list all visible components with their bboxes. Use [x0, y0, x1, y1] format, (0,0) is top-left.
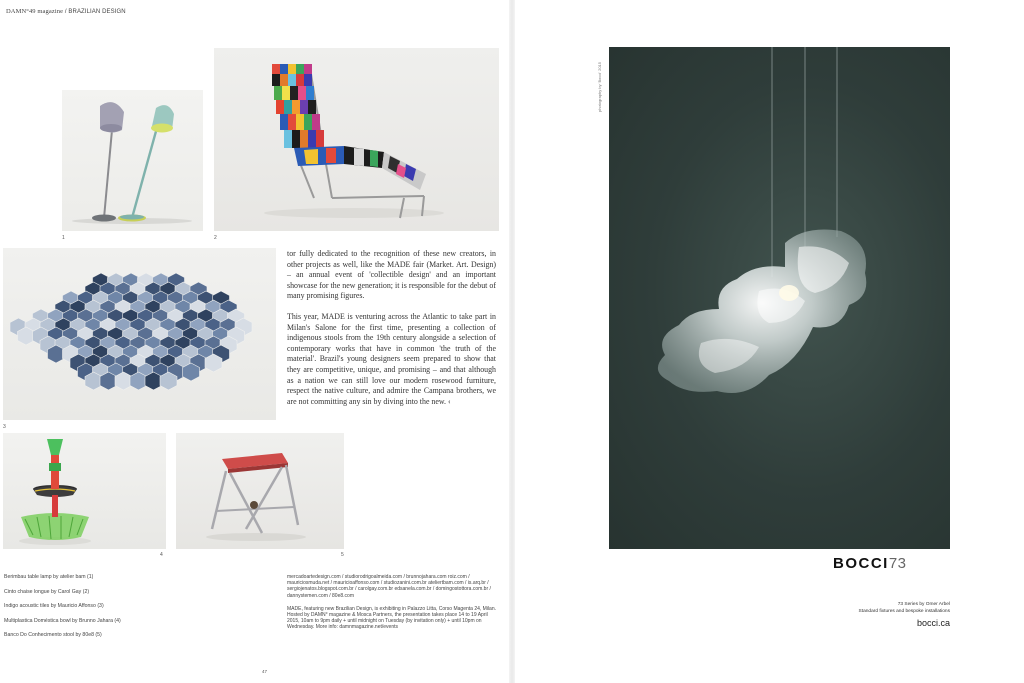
ad-tagline: Standard fixtures and bespoke installations: [858, 609, 950, 614]
bocci-logo: [833, 555, 907, 572]
article-paragraph-1: tor fully dedicated to the recognition of these new creators, in other projects as well, like the MADE fair (Market. Art. Design) – an annual event of 'collectible design' and an important showcase for the new generation; it is responsible for the debut of many promising figures.: [287, 249, 496, 301]
bowl-illustration: [3, 433, 166, 549]
tiles-illustration: [3, 248, 276, 420]
figure-number-1: 1: [62, 235, 65, 241]
article-paragraph-2: This year, MADE is venturing across the Atlantic to take part in Milan's Salone for the first time, presenting a collection of indigenous stools from the 19th century alongside a selection of contemporary works that have in common 'the truth of the material'. Brazil's young designers seem prepared to show that they are competitive, unique, and promising – and that although as a nation we can still love our modern rosewood furniture, respect the native culture, and admire the Campana brothers, we are not committing any sin by diving into the new. ‹: [287, 311, 496, 406]
figure-number-3: 3: [3, 424, 6, 430]
stool-illustration: [176, 433, 344, 549]
caption-item: Cinto chaise longue by Carol Gay (2): [4, 588, 90, 595]
lamps-illustration: [62, 90, 203, 231]
photo-indigo-tiles: [3, 248, 276, 420]
ad-series-line: 73 Series by Omer Arbel: [897, 602, 950, 607]
figure-number-4: 4: [160, 552, 163, 558]
pendant-illustration: [609, 47, 950, 549]
caption-item: Indigo acoustic tiles by Mauricio Affonso (3): [4, 603, 104, 610]
caption-item: Multiplastica Doméstica bowl by Brunno Jahara (4): [4, 617, 121, 624]
event-info: MADE, featuring new Brazilian Design, is exhibiting in Palazzo Litta, Corso Magenta 24, Milan. Hosted by DAMN° magazine & Mosca Partners, the presentation takes place 14 to 19 April 2015, 10am to 9pm daily + until midnight on Tuesday (by invitation only) + until 10pm on Wednesday. More info: damnmagazine.net/events: [287, 605, 496, 631]
photo-berimbau-lamps: [62, 90, 203, 231]
magazine-name: DAMN°49 magazine: [6, 8, 64, 15]
brand-number: 73: [888, 555, 907, 572]
caption-list: [4, 574, 274, 647]
article-body: [287, 249, 496, 417]
page-number: 47: [262, 669, 268, 674]
photo-cinto-chaise: [214, 48, 499, 231]
brand-name: BOCCI: [833, 555, 889, 572]
ad-photo-credit: photography by 'Bocci' 2015: [597, 61, 602, 112]
credits-block: [287, 574, 497, 638]
ad-photo-bocci-pendant: [609, 47, 950, 549]
website-credits: mercadoartedesign.com / studiorodrigoalmeida.com / brunnojahara.com roiz.com / mauriciosmuda.net / mauricioaffonso.com / studiozanini.com.br ateliertbam.com / is.arq.br / sergiojenatos.blogspot.com.br / carolgay.com.br edsanela.com.br / domingostottora.com.br / dannystemen.com / 80e8.com: [287, 574, 491, 599]
figure-number-2: 2: [214, 235, 217, 241]
caption-item: Banco Do Conhecimento stool by 80e8 (5): [4, 632, 102, 639]
spine-gutter: [509, 0, 515, 683]
section-name: / BRAZILIAN DESIGN: [64, 9, 126, 15]
photo-multiplastica-bowl: [3, 433, 166, 549]
running-head: [6, 8, 126, 15]
chaise-illustration: [214, 48, 499, 231]
ad-website-link[interactable]: bocci.ca: [916, 618, 950, 628]
photo-conhecimento-stool: [176, 433, 344, 549]
figure-number-5: 5: [341, 552, 344, 558]
caption-item: Berimbau table lamp by atelier bam (1): [4, 574, 94, 580]
